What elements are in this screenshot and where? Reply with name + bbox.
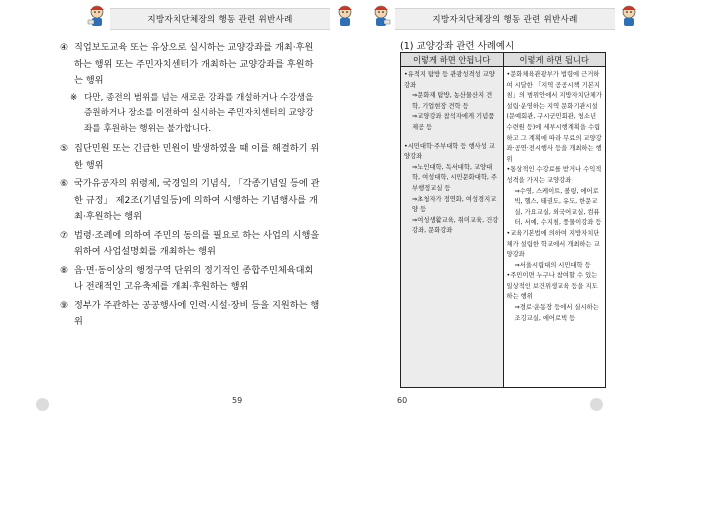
item-list	[60, 40, 320, 333]
sub-item: ⇒수영, 스케이트, 볼링, 에어로빅, 헬스, 태권도, 유도, 한문교실, 가요교실, 외국어교실, 컴퓨터, 서예, 수지침, 풍물이강좌 등	[514, 187, 602, 227]
note-mark: ※	[70, 92, 78, 103]
list-item: •통상적인 수강료를 받거나 수익적 성격을 가지는 교양강좌	[506, 166, 602, 184]
running-header-text: 지방자치단체장의 행동 관련 위반사례	[432, 15, 578, 25]
list-item: ⑧ 읍·면·동이상의 행정구역 단위의 정기적인 종합주민체육대회나 전래적인 고유축제를 개최·후원하는 행위	[60, 264, 314, 292]
negative-cell	[401, 67, 504, 388]
list-item: ⑨ 정부가 주관하는 공공행사에 인력·시설·장비 등을 지원하는 행위	[60, 299, 320, 327]
section-title: (1) 교양강좌 관련 사례예시	[400, 41, 515, 52]
item-text: 법령·조례에 의하여 주민의 동의를 필요로 하는 사업의 시행을 위하여 사업설명회를 개최하는 행위	[74, 229, 320, 257]
sub-item: ⇒여성생활교육, 취미교육, 건강강좌, 문화강좌	[412, 216, 499, 235]
item-text: 읍·면·동이상의 행정구역 단위의 정기적인 종합주민체육대회나 전래적인 고유축제를 개최·후원하는 행위	[74, 264, 314, 292]
mascot-icon	[86, 4, 108, 28]
column-header-positive: 이렇게 하면 됩니다	[503, 53, 606, 67]
running-header	[110, 8, 330, 30]
list-item: ⑦ 법령·조례에 의하여 주민의 동의를 필요로 하는 사업의 시행을 위하여 사업설명회를 개최하는 행위	[60, 229, 320, 257]
sub-item: ⇒교양강좌 참석자에게 기념품제공 등	[412, 113, 495, 131]
positive-cell	[503, 67, 606, 388]
page-number: 59	[232, 396, 243, 405]
page-number: 60	[397, 396, 408, 405]
item-text: 직업보도교육 또는 유상으로 실시하는 교양강좌를 개최·후원하는 행위 또는 주민자치센터가 개최하는 교양강좌를 후원하는 행위	[74, 42, 314, 86]
item-text: 국가유공자의 위령제, 국경일의 기념식, 「각종기념일 등에 관한 규정」 제2조(기념일등)에 의하여 시행하는 기념행사를 개최·후원하는 행위	[74, 178, 320, 222]
running-header	[395, 8, 615, 30]
list-item: ⑥ 국가유공자의 위령제, 국경일의 기념식, 「각종기념일 등에 관한 규정」 제2조(기념일등)에 의하여 시행하는 기념행사를 개최·후원하는 행위	[60, 178, 320, 222]
list-item: •주민이면 누구나 참여할 수 있는 일상적인 보건위생교육 등을 지도하는 행위	[506, 272, 598, 301]
note-text: 다만, 종전의 범위를 넘는 새로운 강좌를 개설하거나 수강생을 증원하거나 장소를 이전하여 실시하는 주민자치센터의 교양강좌를 후원하는 행위는 불가합니다.	[84, 92, 314, 134]
column-header-negative: 이렇게 하면 안됩니다	[401, 53, 504, 67]
sub-item: ⇒노인대학, 독서대학, 교양대학, 여성대학, 시민문화대학, 주부행정교실 등	[412, 163, 498, 192]
sub-item: ⇒문화재 탐방, 농산물산지 견학, 기업현장 견학 등	[412, 92, 493, 110]
list-item: •문화체육관광부가 법령에 근거하여 시달한 「지역 공공시책 기본지침」의 범위안에서 지방자치단체가 설립·운영하는 지역 문화기관시설(문예회관, 구시군민회관, 청소년 수련원 등)에 세부시행계획을 수립하고 그 계획에 따라 무료의 교양강좌·공연·전시행사 등을 개최하는 행위	[506, 71, 602, 163]
item-text: 정부가 주관하는 공공행사에 인력·시설·장비 등을 지원하는 행위	[74, 299, 320, 327]
item-text: 집단민원 또는 긴급한 민원이 발생하였을 때 이를 해결하기 위한 행위	[74, 143, 320, 171]
list-item: •교육기본법에 의하여 지방자치단체가 설립한 학교에서 개최하는 교양강좌	[506, 229, 600, 259]
running-header-text: 지방자치단체장의 행동 관련 위반사례	[147, 15, 293, 25]
note	[60, 91, 320, 138]
list-item: •유적지 탐방 등 관광성격성 교양강좌	[404, 71, 495, 89]
sub-item: ⇒초청자가 정연화, 여성경지교양 등	[412, 195, 497, 214]
mascot-icon	[618, 4, 640, 28]
page-marker-circle	[590, 398, 603, 411]
list-item: ④ 직업보도교육 또는 유상으로 실시하는 교양강좌를 개최·후원하는 행위 또는 주민자치센터가 개최하는 교양강좌를 후원하는 행위	[60, 42, 314, 86]
list-item: ⑤ 집단민원 또는 긴급한 민원이 발생하였을 때 이를 해결하기 위한 행위	[60, 143, 320, 171]
mascot-icon	[334, 4, 356, 28]
page-marker-circle	[36, 398, 49, 411]
mascot-icon	[370, 4, 392, 28]
sub-item: ⇒경로·운동장 등에서 실시하는 조깅교실, 에어로빅 등	[514, 304, 599, 322]
list-item: •시민대학·주부대학 등 행사성 교양강좌	[404, 142, 495, 161]
sub-item: ⇒서울시립대의 시민대학 등	[514, 261, 591, 269]
comparison-table	[400, 52, 606, 388]
right-page	[360, 0, 720, 509]
